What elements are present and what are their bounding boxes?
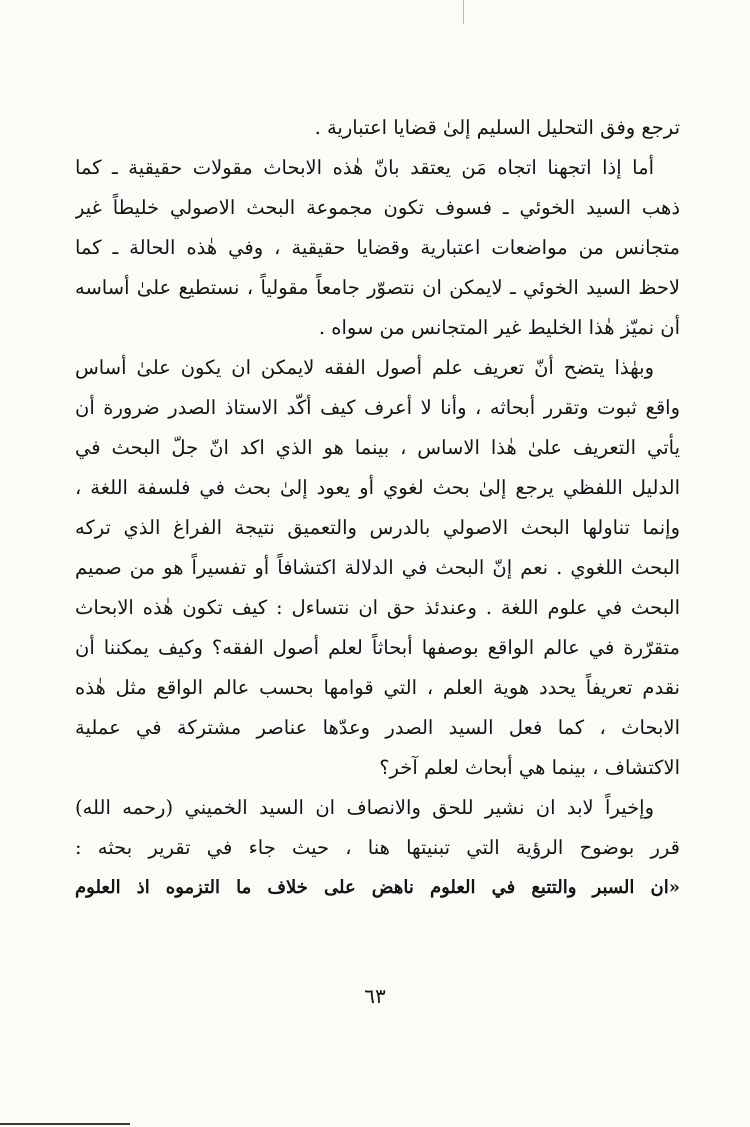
text-line-10: الدليل اللفظي يرجع إلىٰ بحث لغوي أو يعود إلىٰ بحث في فلسفة اللغة ، bbox=[75, 476, 680, 499]
text-line-17: الاكتشاف ، بينما هي أبحاث لعلم آخر؟ bbox=[379, 756, 680, 779]
text-line-6: أن نميّز هٰذا الخليط غير المتجانس من سواه . bbox=[318, 316, 680, 339]
scan-edge-mark bbox=[463, 0, 464, 24]
body-text bbox=[75, 108, 680, 908]
text-line-3: ذهب السيد الخوئي ـ فسوف تكون مجموعة البحث الاصولي خليطاً غير bbox=[75, 196, 680, 219]
text-line-4: متجانس من مواضعات اعتبارية وقضايا حقيقية ، وفي هٰذه الحالة ـ كما bbox=[75, 236, 680, 259]
text-line-18: وإخيراً لابد ان نشير للحق والانصاف ان السيد الخميني (رحمه الله) bbox=[75, 796, 654, 819]
text-line-8: واقع ثبوت وتقرر أبحاثه ، وأنا لا أعرف كيف أكّد الاستاذ الصدر ضرورة أن bbox=[75, 396, 680, 419]
text-line-13: البحث في علوم اللغة . وعندئذ حق ان نتساءل : كيف تكون هٰذه الابحاث bbox=[75, 596, 680, 619]
text-line-1: ترجع وفق التحليل السليم إلىٰ قضايا اعتبارية . bbox=[314, 116, 680, 139]
text-line-9: يأتي التعريف علىٰ هٰذا الاساس ، بينما هو الذي اكد انّ جلّ البحث في bbox=[75, 436, 680, 459]
scan-edge-line bbox=[0, 1123, 130, 1125]
text-line-7: وبهٰذا يتضح أنّ تعريف علم أصول الفقه لايمكن ان يكون علىٰ أساس bbox=[75, 356, 654, 379]
text-line-14: متقرّرة في عالم الواقع بوصفها أبحاثاً لعلم أصول الفقه؟ وكيف يمكننا أن bbox=[75, 636, 680, 659]
text-line-12: البحث اللغوي . نعم إنّ البحث في الدلالة اكتشافاً أو تفسيراً هو من صميم bbox=[75, 556, 680, 579]
text-line-16: الابحاث ، كما فعل السيد الصدر وعدّها عناصر مشتركة في عملية bbox=[75, 716, 680, 739]
text-line-11: وإنما تناولها البحث الاصولي بالدرس والتعميق نتيجة الفراغ الذي تركه bbox=[75, 516, 680, 539]
text-line-5: لاحظ السيد الخوئي ـ لايمكن ان نتصوّر جامعاً مقولياً ، نستطيع علىٰ أساسه bbox=[75, 276, 680, 299]
page-number: ٦٣ bbox=[364, 984, 386, 1008]
quote-line: «ان السبر والتتبع في العلوم ناهض على خلاف ما التزموه اذ العلوم bbox=[75, 877, 680, 898]
text-line-2: أما إذا اتجهنا اتجاه مَن يعتقد بانّ هٰذه الابحاث مقولات حقيقية ـ كما bbox=[75, 156, 654, 179]
text-line-15: نقدم تعريفاً يحدد هوية العلم ، التي قوامها بحسب عالم الواقع مثل هٰذه bbox=[75, 676, 680, 699]
text-line-19: قرر بوضوح الرؤية التي تبنيتها هنا ، حيث جاء في تقرير بحثه : bbox=[75, 836, 680, 859]
